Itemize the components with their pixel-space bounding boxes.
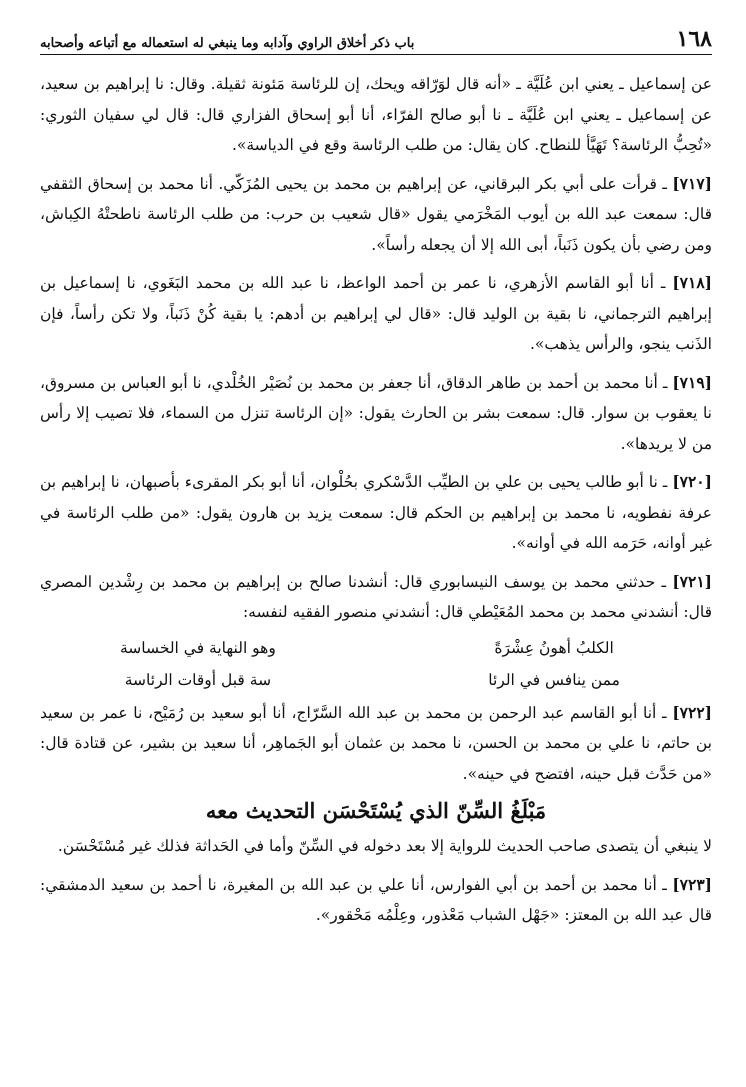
paragraph-text: ـ أنا أبو القاسم الأزهري، نا عمر بن أحمد الواعظ، نا عبد الله بن محمد البَغَوي، نا إسماعيل بن إبراهيم الترجماني، نا بقية بن الوليد قال: «قال لي إبراهيم بن أدهم: يا بقية كُنْ ذَنَباً، ولا تكن رأساً، فإن الذَنب ينجو، والرأس يذهب». [40, 274, 712, 353]
paragraph-720 [40, 467, 712, 559]
paragraph-719 [40, 368, 712, 460]
paragraph-text: ـ نا أبو طالب يحيى بن علي بن الطيِّب الدَّسْكري بحُلْوان، أنا أبو بكر المقرىء بأصبهان، نا إبراهيم بن عرفة نفطويه، نا محمد بن إبراهيم بن الحكم قال: سمعت يزيد بن هارون يقول: «من طلب الرئاسة في غير أوانه، حَرَمه الله في أوانه». [40, 473, 712, 552]
poem [40, 632, 712, 696]
paragraph-text: لا ينبغي أن يتصدى صاحب الحديث للرواية إلا بعد دخوله في السِّنّ وأما في الحَداثة فذلك غير مُسْتَحْسَن. [57, 837, 712, 855]
verse-second-hemistich: سة قبل أوقات الرئاسة [124, 670, 272, 689]
hadith-number: [٧١٩] [672, 372, 712, 392]
hadith-number: [٧٢٣] [672, 874, 712, 894]
paragraph-723 [40, 870, 712, 931]
verse-second-hemistich: وهو النهاية في الخساسة [119, 638, 276, 657]
page-header [40, 28, 712, 55]
paragraph-text: عن إسماعيل ـ يعني ابن عُلَيَّة ـ «أنه قال لوَرّاقه ويحك، إن للرئاسة مَئونة ثقيلة. وقال: نا إبراهيم بن سعيد، عن إسماعيل ـ يعني ابن عُلَيَّة ـ نا أبو صالح الفرّاء، أنا أبو إسحاق الفزاري قال: قال لي سفيان الثوري: «تُحِبُّ الرئاسة؟ تَهَيَّأ للنطاح. كان يقال: من طلب الرئاسة وقع في الدياسة». [40, 75, 712, 154]
paragraph-721 [40, 567, 712, 628]
paragraph-text: ـ أنا محمد بن أحمد بن أبي الفوارس، أنا علي بن عبد الله بن المغيرة، نا أحمد بن سعيد الدمشقي: قال عبد الله بن المعتز: «جَهْل الشباب مَعْذور، وعِلْمُه مَحْقور». [40, 875, 712, 924]
page-body [40, 69, 712, 931]
paragraph-text: ـ قرأت على أبي بكر البرقاني، عن إبراهيم بن محمد بن يحيى المُزَكّي. أنا محمد بن إسحاق الثقفي قال: سمعت عبد الله بن أيوب المَخْرَمي يقول «قال شعيب بن حرب: من طلب الرئاسة ناطحتْهُ الكِباش، ومن رضي بأن يكون ذَنَباً، أبى الله إلا أن يجعله رأساً». [40, 174, 712, 254]
hadith-number: [٧١٧] [672, 173, 712, 193]
paragraph-722 [40, 698, 712, 790]
hadith-number: [٧٢٠] [672, 472, 712, 491]
hadith-number: [٧٢٢] [672, 702, 712, 722]
verse-first-hemistich: ممن ينافس في الرئا [488, 670, 620, 689]
paragraph-text: ـ أنا محمد بن أحمد بن طاهر الدقاق، أنا جعفر بن محمد بن نُصَيْر الخُلْدي، نا أبو العباس بن مسروق، نا يعقوب بن سوار. قال: سمعت بشر بن الحارث يقول: «إن الرئاسة تنزل من السماء، فلا تصيب إلا رأس من لا يريدها». [40, 373, 712, 453]
paragraph-717 [40, 169, 712, 261]
paragraph-text: ـ أنا أبو القاسم عبد الرحمن بن محمد بن عبد الله السَّرّاج، أنا أبو سعيد بن رُمَيْح، نا عمر بن سعيد بن حاتم، نا علي بن محمد بن الحسن، نا محمد بن عثمان أبو الجَماهِر، أنا سعيد بن بشير، عن قتادة قال: «من حَدَّث قبل حينه، افتضح في حينه». [40, 703, 712, 783]
paragraph-continuation [40, 69, 712, 161]
hadith-number: [٧٢١] [672, 571, 712, 591]
poem-verse [40, 632, 712, 664]
paragraph-text: ـ حدثني محمد بن يوسف النيسابوري قال: أنشدنا صالح بن إبراهيم بن محمد بن رِشْدين المصري قال: أنشدني محمد بن محمد المُعَيْطي قال: أنشدني منصور الفقيه لنفسه: [40, 572, 712, 621]
section-title: مَبْلَغُ السِّنّ الذي يُسْتَحْسَن التحديث معه [205, 798, 547, 823]
verse-first-hemistich: الكلبُ أهونُ عِشْرَةً [494, 638, 614, 657]
paragraph-718 [40, 268, 712, 360]
poem-verse [40, 664, 712, 696]
hadith-number: [٧١٨] [672, 273, 712, 292]
section-intro [40, 831, 712, 862]
running-head: باب ذكر أخلاق الراوي وآدابه وما ينبغي له استعماله مع أتباعه وأصحابه [40, 36, 415, 51]
page-number: ١٦٨ [676, 26, 712, 52]
